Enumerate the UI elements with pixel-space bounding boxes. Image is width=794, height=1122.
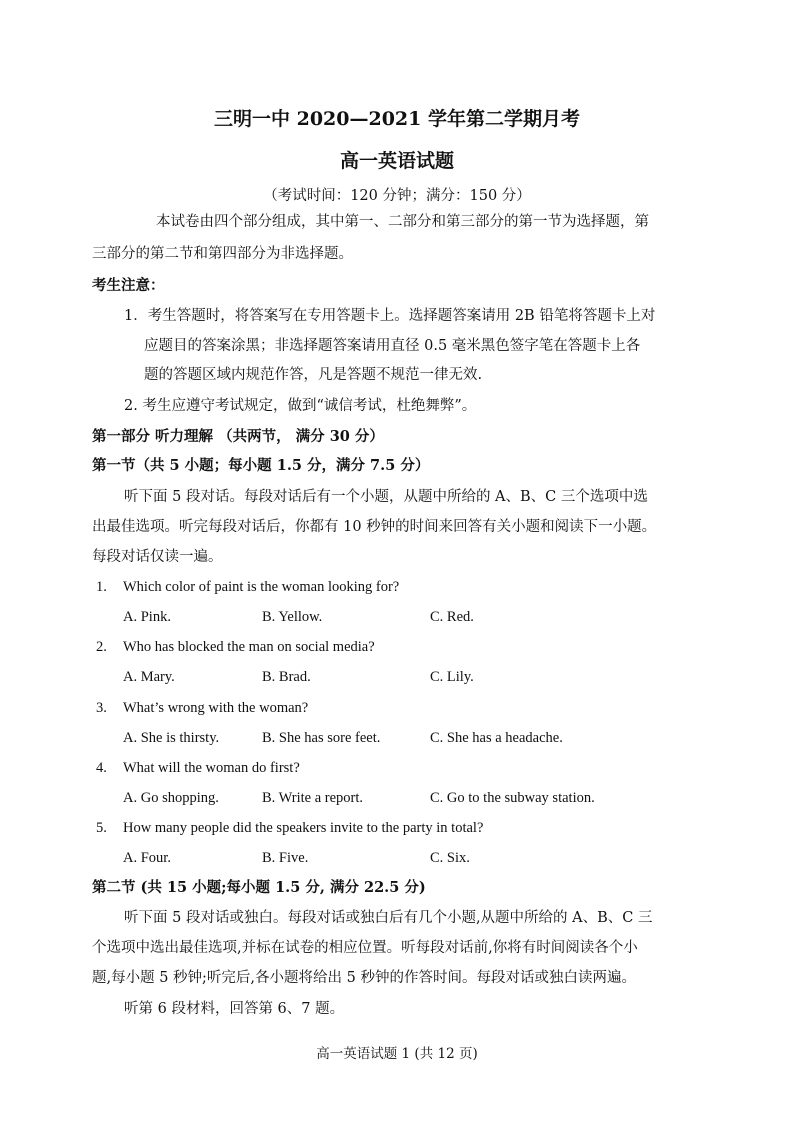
question-number: 3. — [96, 700, 107, 716]
option-b: B. Yellow. — [262, 609, 323, 625]
question-number: 2. — [96, 639, 107, 655]
notice-item-1-line-1: 1．考生答题时，将答案写在专用答题卡上。选择题答案请用 2B 铅笔将答题卡上对 — [124, 308, 656, 324]
page-footer: 高一英语试题 1 (共 12 页) — [316, 1046, 478, 1062]
question-text: How many people did the speakers invite to the party in total? — [123, 820, 484, 836]
section2-instruction-line-3: 题,每小题 5 秒钟;听完后,各小题将给出 5 秒钟的作答时间。每段对话或独白读两遍。 — [92, 970, 636, 986]
section2-heading: 第二节 (共 15 小题;每小题 1.5 分, 满分 22.5 分) — [92, 879, 426, 896]
section1-instruction-line-2: 出最佳选项。听完每段对话后，你都有 10 秒钟的时间来回答有关小题和阅读下一小题。 — [92, 519, 657, 535]
section1-heading: 第一节（共 5 小题；每小题 1.5 分，满分 7.5 分） — [92, 457, 430, 474]
notice-heading: 考生注意： — [92, 277, 165, 294]
option-a: A. Mary. — [123, 669, 175, 685]
exam-info: （考试时间：120 分钟；满分：150 分） — [263, 188, 531, 204]
option-b: B. Brad. — [262, 669, 311, 685]
notice-item-1-line-3: 题的答题区域内规范作答，凡是答题不规范一律无效. — [144, 367, 483, 383]
part1-heading: 第一部分 听力理解 （共两节， 满分 30 分） — [92, 428, 384, 445]
option-c: C. Red. — [430, 609, 474, 625]
section2-instruction-line-1: 听下面 5 段对话或独白。每段对话或独白后有几个小题,从题中所给的 A、B、C 三 — [124, 910, 653, 926]
option-b: B. She has sore feet. — [262, 730, 381, 746]
section1-instruction-line-1: 听下面 5 段对话。每段对话后有一个小题，从题中所给的 A、B、C 三个选项中选 — [124, 489, 648, 505]
notice-item-2: 2. 考生应遵守考试规定，做到“诚信考试，杜绝舞弊”。 — [124, 398, 477, 414]
material-instruction: 听第 6 段材料，回答第 6、7 题。 — [124, 1001, 345, 1017]
option-a: A. Go shopping. — [123, 790, 219, 806]
option-b: B. Write a report. — [262, 790, 364, 806]
intro-line-2: 三部分的第二节和第四部分为非选择题。 — [92, 246, 353, 262]
option-c: C. She has a headache. — [430, 730, 563, 746]
question-number: 5. — [96, 820, 107, 836]
intro-line-1: 本试卷由四个部分组成，其中第一、二部分和第三部分的第一节为选择题，第 — [156, 214, 649, 230]
option-c: C. Six. — [430, 850, 470, 866]
question-text: What will the woman do first? — [123, 760, 300, 776]
option-c: C. Go to the subway station. — [430, 790, 595, 806]
question-text: Which color of paint is the woman looking for? — [123, 579, 400, 595]
question-text: Who has blocked the man on social media? — [123, 639, 375, 655]
section1-instruction-line-3: 每段对话仅读一遍。 — [92, 549, 223, 565]
option-a: A. Four. — [123, 850, 171, 866]
question-number: 1. — [96, 579, 107, 595]
option-a: A. Pink. — [123, 609, 171, 625]
option-a: A. She is thirsty. — [123, 730, 220, 746]
question-text: What’s wrong with the woman? — [123, 700, 309, 716]
section2-instruction-line-2: 个选项中选出最佳选项,并标在试卷的相应位置。听每段对话前,你将有时间阅读各个小 — [92, 940, 638, 956]
exam-title: 三明一中 2020—2021 学年第二学期月考 — [214, 108, 580, 130]
option-c: C. Lily. — [430, 669, 474, 685]
notice-item-1-line-2: 应题目的答案涂黑；非选择题答案请用直径 0.5 毫米黑色签字笔在答题卡上各 — [144, 338, 641, 354]
subject-title: 高一英语试题 — [339, 150, 454, 172]
option-b: B. Five. — [262, 850, 309, 866]
question-number: 4. — [96, 760, 107, 776]
